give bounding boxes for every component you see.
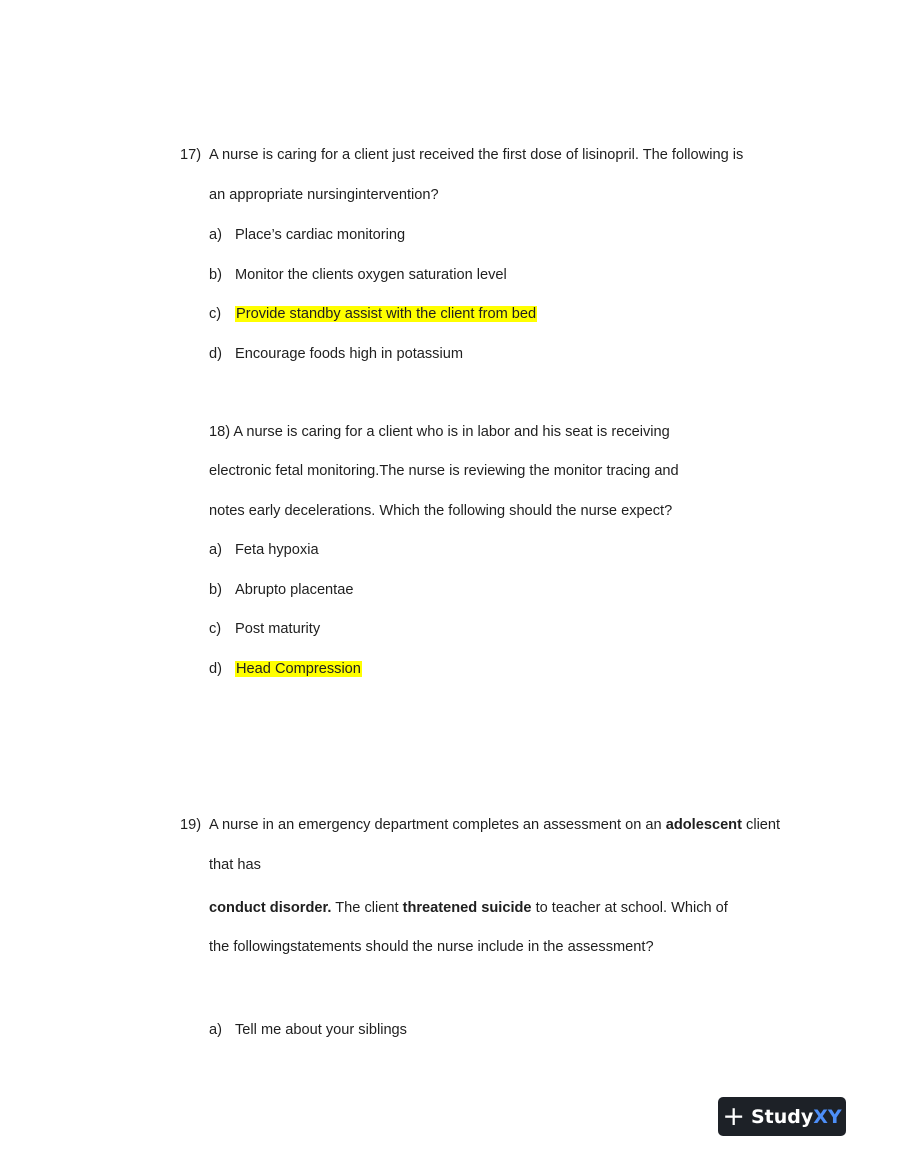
text-run: A nurse in an emergency department completes an assessment on an	[209, 817, 666, 833]
option-text: Encourage foods high in potassium	[235, 346, 463, 362]
question-text-line: 18) A nurse is caring for a client who is in labor and his seat is receiving	[209, 424, 670, 440]
option-letter: c)	[209, 306, 222, 322]
question-text-line: notes early decelerations. Which the following should the nurse expect?	[209, 503, 673, 519]
question-number: 17)	[180, 147, 202, 163]
answer-highlight: Provide standby assist with the client from bed	[236, 306, 537, 322]
question-text-line: that has	[209, 857, 261, 873]
option-letter: b)	[209, 582, 222, 598]
option-text: Abrupto placentae	[235, 582, 354, 598]
question-text-line: A nurse is caring for a client just received the first dose of lisinopril. The following is	[209, 147, 744, 163]
question-text-line: the followingstatements should the nurse include in the assessment?	[209, 939, 654, 955]
option-letter: d)	[209, 346, 222, 362]
bold-text: conduct disorder.	[209, 900, 332, 916]
question-number: 19)	[180, 817, 202, 833]
question-text-line: electronic fetal monitoring.The nurse is reviewing the monitor tracing and	[209, 463, 679, 479]
text-run: to teacher at school. Which of	[531, 900, 728, 916]
option-text: Feta hypoxia	[235, 542, 319, 558]
option-letter: a)	[209, 227, 222, 243]
option-letter: a)	[209, 1022, 222, 1038]
option-letter: a)	[209, 542, 222, 558]
bold-text: threatened suicide	[402, 900, 532, 916]
logo-text-accent: XY	[813, 1105, 842, 1128]
text-run: client	[741, 817, 781, 833]
plus-icon: +	[722, 1101, 745, 1132]
text-run: The client	[331, 900, 403, 916]
option-text: Tell me about your siblings	[235, 1022, 407, 1038]
answer-highlight: Head Compression	[236, 661, 361, 677]
option-text: Monitor the clients oxygen saturation level	[235, 267, 507, 283]
option-letter: c)	[209, 621, 222, 637]
option-text: Post maturity	[235, 621, 321, 637]
option-text: Place’s cardiac monitoring	[235, 227, 406, 243]
question-text-line: an appropriate nursingintervention?	[209, 187, 439, 203]
option-text-highlighted	[235, 304, 537, 324]
studyxy-logo	[718, 1097, 846, 1136]
question-text-line	[209, 898, 728, 918]
question-text-line	[209, 815, 780, 835]
option-text-highlighted	[235, 659, 362, 679]
option-letter: b)	[209, 267, 222, 283]
logo-text: Study	[750, 1105, 814, 1128]
bold-text: adolescent	[665, 817, 742, 833]
option-letter: d)	[209, 661, 222, 677]
